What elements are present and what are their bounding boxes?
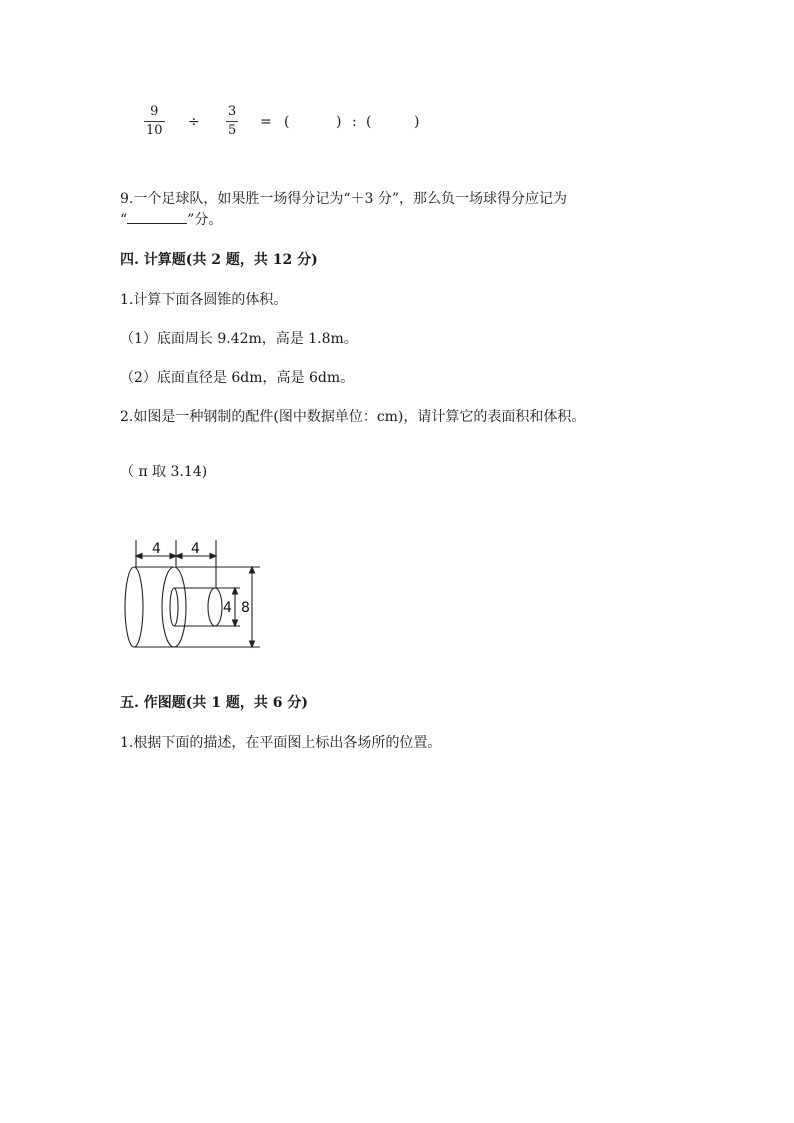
arrow-head	[233, 620, 238, 626]
fraction-three-fifths	[226, 104, 238, 139]
question-9-line2	[120, 210, 222, 230]
arrow-head	[233, 588, 238, 594]
quote-close: ”分。	[187, 212, 223, 228]
dim-label-top-left: 4	[152, 541, 161, 557]
outer-cylinder-back	[125, 567, 143, 647]
section-4-question-2: 2.如图是一种钢制的配件(图中数据单位：cm)，请计算它的表面积和体积。	[120, 409, 586, 425]
section-4-question-1a: （1）底面周长 9.42m，高是 1.8m。	[120, 331, 358, 347]
equals-sign: =	[260, 114, 272, 130]
dim-label-outer: 8	[241, 600, 250, 616]
paren-open-1: (	[284, 114, 290, 130]
paren-close-1: )	[336, 114, 342, 130]
fraction-denominator: 5	[228, 123, 237, 138]
section-4-question-1: 1.计算下面各圆锥的体积。	[120, 292, 288, 308]
arrow-head	[136, 554, 142, 559]
paren-close-2: )	[414, 114, 420, 130]
fraction-denominator: 10	[146, 123, 163, 138]
fraction-numerator: 9	[150, 104, 159, 119]
fraction-bar	[226, 121, 238, 122]
fraction-numerator: 3	[228, 104, 237, 119]
fraction-bar	[144, 121, 165, 122]
pi-note: （ π 取 3.14)	[120, 464, 208, 480]
section-4-question-1b: （2）底面直径是 6dm，高是 6dm。	[120, 370, 355, 386]
arrow-head	[250, 641, 255, 647]
ratio-equation	[140, 104, 460, 144]
arrow-head	[250, 567, 255, 573]
dim-label-top-right: 4	[191, 541, 200, 557]
answer-blank[interactable]	[127, 211, 187, 224]
section-5-question-1: 1.根据下面的描述，在平面图上标出各场所的位置。	[120, 735, 442, 751]
steel-part-figure	[118, 536, 268, 652]
arrow-head	[210, 554, 216, 559]
question-9-line1: 9.一个足球队，如果胜一场得分记为“＋3 分”，那么负一场球得分应记为	[120, 191, 568, 207]
dim-label-inner: 4	[223, 600, 232, 616]
paren-open-2: (	[366, 114, 372, 130]
arrow-head	[176, 554, 182, 559]
fraction-nine-tenths	[144, 104, 165, 139]
section-4-title: 四. 计算题(共 2 题，共 12 分)	[120, 252, 318, 268]
quote-open: “	[120, 212, 128, 228]
inner-cylinder-face	[208, 588, 222, 626]
divide-sign: ÷	[188, 114, 200, 130]
colon-sign: :	[352, 114, 357, 130]
inner-cylinder-back	[170, 588, 178, 626]
section-5-title: 五. 作图题(共 1 题，共 6 分)	[120, 695, 308, 711]
